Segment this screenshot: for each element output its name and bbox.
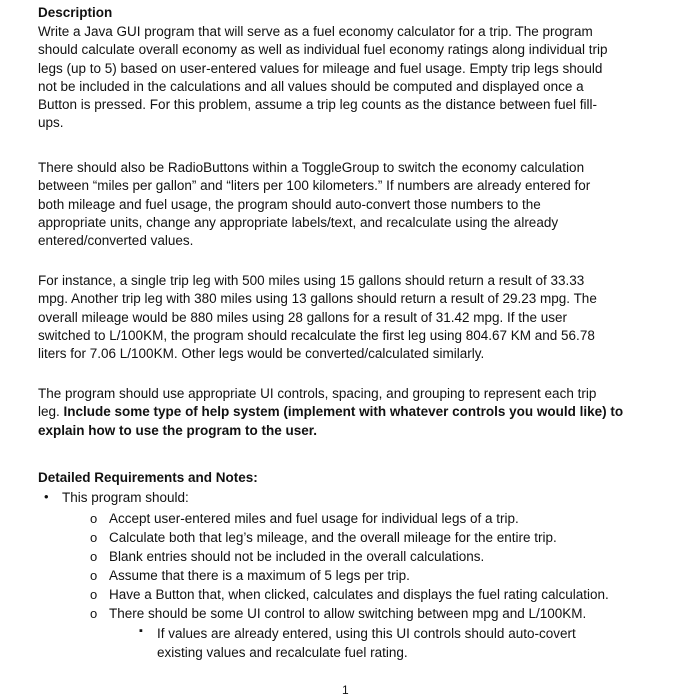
paragraph-example (38, 272, 660, 363)
sub-bullet: o (90, 549, 98, 564)
requirements-heading: Detailed Requirements and Notes: (38, 470, 258, 485)
text-line (38, 422, 660, 440)
text-line: switched to L/100KM, the program should recalculate the first leg using 804.67 KM and 56.78 (38, 327, 595, 343)
text-bold: Include some type of help system (implement with whatever controls you would like) to (63, 404, 624, 420)
list-item: This program should: (62, 490, 189, 505)
description-heading: Description (38, 5, 113, 20)
sub-bullet: o (90, 530, 98, 545)
text-line: not be included in the calculations and all values should be computed and displayed once a (38, 78, 584, 94)
list-item: There should be some UI control to allow switching between mpg and L/100KM. (109, 606, 587, 621)
sub-bullet: o (90, 606, 98, 621)
text-bold: explain how to use the program to the user. (38, 422, 318, 438)
list-item: Have a Button that, when clicked, calculates and displays the fuel rating calculation. (109, 587, 609, 602)
text-line: should calculate overall economy as well as individual fuel economy ratings along individual trip (38, 42, 608, 58)
list-item: Accept user-entered miles and fuel usage for individual legs of a trip. (109, 511, 519, 526)
text-line: entered/converted values. (38, 233, 194, 249)
paragraph-intro (38, 23, 660, 133)
text-line: legs (up to 5) based on user-entered values for mileage and fuel usage. Empty trip legs should (38, 60, 603, 76)
sub-bullet: o (90, 511, 98, 526)
text-line: There should also be RadioButtons within a ToggleGroup to switch the economy calculation (38, 160, 585, 175)
text-line: both mileage and fuel usage, the program should auto-convert those numbers to the (38, 196, 541, 212)
page-number: 1 (342, 683, 349, 697)
sub-bullet: o (90, 568, 98, 583)
text-line: overall mileage would be 880 miles using 28 gallons for a result of 31.42 mpg. If the user (38, 309, 568, 325)
square-bullet: ▪ (139, 625, 143, 637)
list-item: Assume that there is a maximum of 5 legs per trip. (109, 568, 410, 583)
list-item: Calculate both that leg’s mileage, and the overall mileage for the entire trip. (109, 530, 557, 545)
bullet-dot: • (44, 489, 49, 504)
text-plain: leg. (38, 404, 64, 420)
list-item: If values are already entered, using this UI controls should auto-covert (157, 626, 576, 641)
list-item: existing values and recalculate fuel rating. (157, 645, 408, 660)
text-line: between “miles per gallon” and “liters per 100 kilometers.” If numbers are already entered for (38, 178, 591, 194)
sub-bullet: o (90, 587, 98, 602)
text-line: mpg. Another trip leg with 380 miles using 13 gallons should return a result of 29.23 mpg. The (38, 291, 597, 307)
text-line (38, 403, 660, 421)
list-item: Blank entries should not be included in the overall calculations. (109, 549, 485, 564)
text-line: appropriate units, change any appropriate labels/text, and recalculate using the already (38, 214, 559, 230)
paragraph-radiobuttons (38, 159, 660, 250)
text-line: Write a Java GUI program that will serve as a fuel economy calculator for a trip. The program (38, 24, 593, 39)
text-line: For instance, a single trip leg with 500 miles using 15 gallons should return a result of 33.33 (38, 273, 585, 288)
text-line: Button is pressed. For this problem, assume a trip leg counts as the distance between fuel fill- (38, 97, 598, 113)
paragraph-ui-controls (38, 385, 660, 440)
text-line: The program should use appropriate UI controls, spacing, and grouping to represent each trip (38, 386, 597, 401)
text-line: liters for 7.06 L/100KM. Other legs would be converted/calculated similarly. (38, 346, 485, 362)
text-line: ups. (38, 115, 64, 131)
